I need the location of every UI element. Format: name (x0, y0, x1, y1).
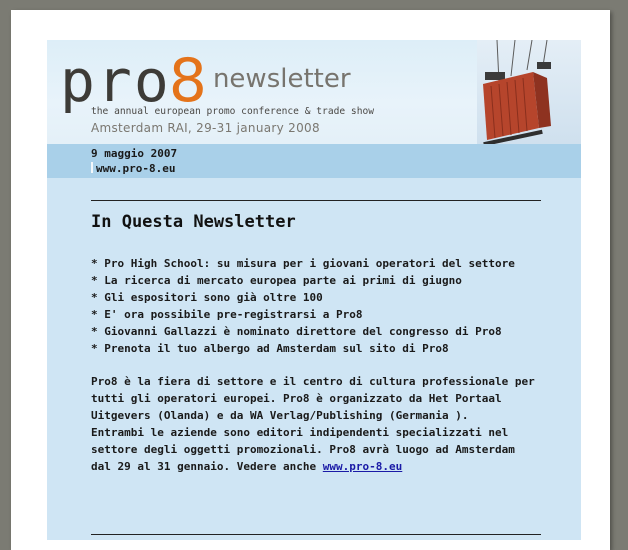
intro-line: tutti gli operatori europei. Pro8 è organizzato da Het Portaal (91, 392, 502, 405)
toc-item: * La ricerca di mercato europea parte ai primi di giugno (91, 274, 462, 287)
intro-line: Entrambi le aziende sono editori indipendenti specializzati nel (91, 426, 509, 439)
shipping-container-image (477, 40, 581, 144)
website-text: www.pro-8.eu (96, 162, 176, 175)
toc-item: * E' ora possibile pre-registrarsi a Pro8 (91, 308, 363, 321)
intro-line: Pro8 è la fiera di settore e il centro di cultura professionale per (91, 375, 535, 388)
toc-item: * Pro High School: su misura per i giovani operatori del settore (91, 257, 515, 270)
section-heading: In Questa Newsletter (91, 212, 296, 232)
toc-item: * Gli espositori sono già oltre 100 (91, 291, 323, 304)
issue-date: 9 maggio 2007 (91, 147, 178, 160)
logo-8-text: 8 (168, 46, 207, 116)
table-of-contents (91, 255, 515, 357)
divider-bar (91, 162, 93, 173)
toc-item: * Prenota il tuo albergo ad Amsterdam sul sito di Pro8 (91, 342, 449, 355)
tagline: the annual european promo conference & trade show (91, 106, 375, 117)
date-band (47, 144, 581, 178)
venue-dates: Amsterdam RAI, 29-31 january 2008 (91, 121, 320, 135)
intro-line-last (91, 458, 551, 475)
pro8-website-link[interactable]: www.pro-8.eu (322, 460, 403, 473)
intro-paragraph (91, 373, 551, 475)
newsletter-sheet (47, 40, 581, 540)
masthead (47, 40, 581, 144)
intro-line: Uitgevers (Olanda) e da WA Verlag/Publishing (Germania ). (91, 409, 469, 422)
website-line (91, 162, 175, 175)
toc-item: * Giovanni Gallazzi è nominato direttore del congresso di Pro8 (91, 325, 502, 338)
top-divider (91, 200, 541, 201)
logo-newsletter-text: newsletter (212, 64, 351, 94)
bottom-divider (91, 534, 541, 535)
intro-last-text: dal 29 al 31 gennaio. Vedere anche (91, 460, 323, 473)
intro-line: settore degli oggetti promozionali. Pro8 avrà luogo ad Amsterdam (91, 443, 515, 456)
logo-pro-text: pro (60, 47, 171, 115)
